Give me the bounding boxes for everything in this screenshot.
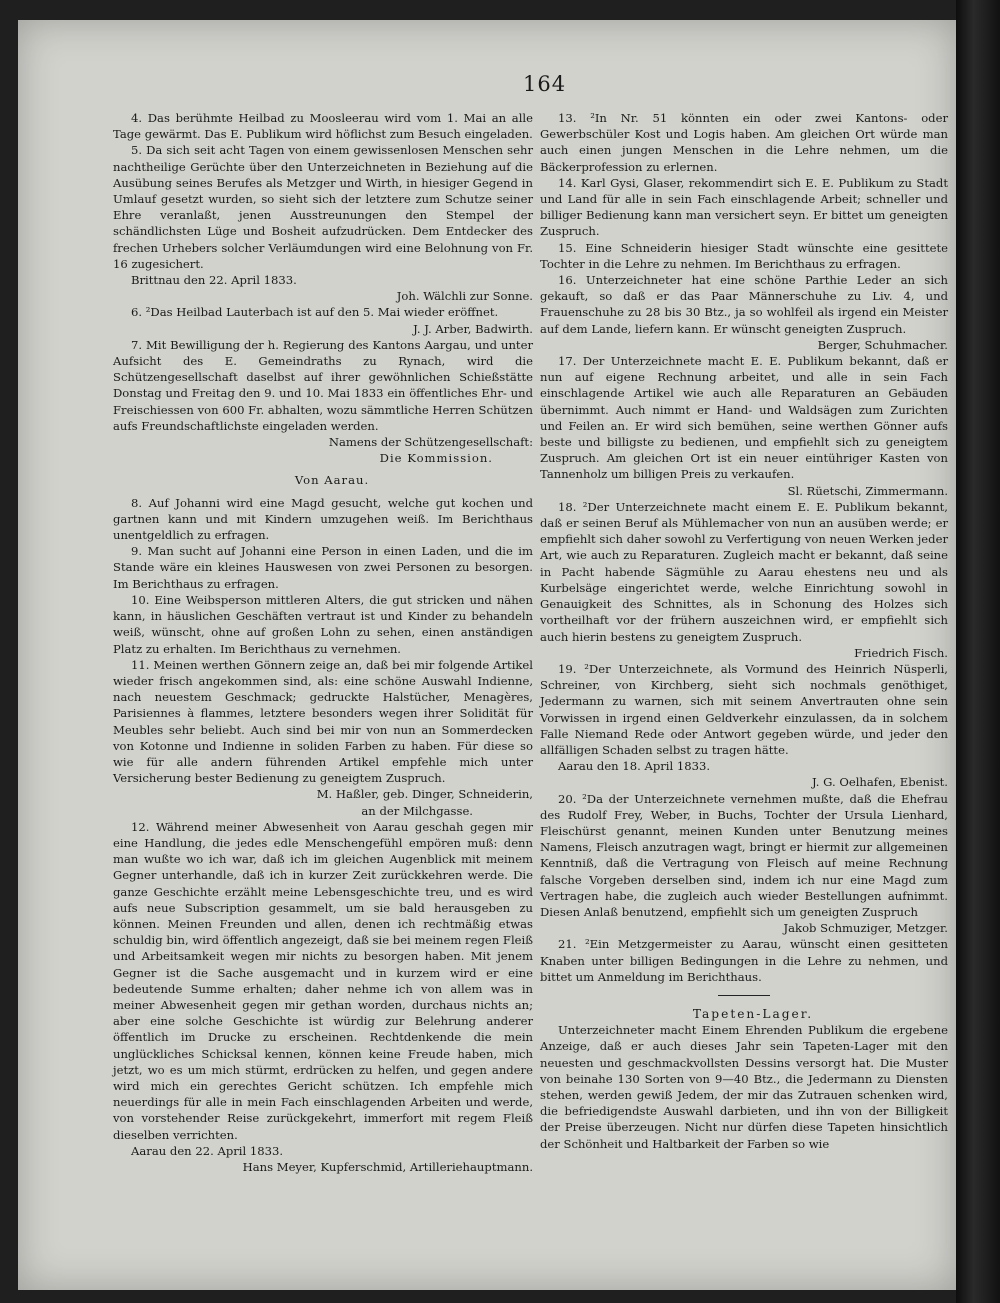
notice-11-signature-2: an der Milchgasse.: [361, 803, 473, 818]
notice-5: 5. Da sich seit acht Tagen von einem gewissenlosen Menschen sehr nachtheilige Gerüchte über den Unterzeichneten in Beziehung auf die Ausübung seines Berufes als Metzger und Wirth, in hiesiger Gegend in Umlauf gesetzt wurden, so sieht sich der letztere zum Schutze seiner Ehre veranlaßt, jenen Ausstreunungen den Stempel der schändlichsten Lüge und Bosheit aufzudrücken. Dem Entdecker des frechen Urhebers solcher Verläumdungen wird eine Belohnung von Fr. 16 zugesichert.: [113, 143, 533, 271]
book-spine-edge: [956, 0, 1000, 1303]
left-column: [113, 110, 533, 1175]
notice-20: 20. ²Da der Unterzeichnete vernehmen mußte, daß die Ehefrau des Rudolf Frey, Weber, in Buchs, Tochter der Ursula Lienhard, Fleischürst genannt, meinen Kunden unter Benutzung meines Namens, Fleisch anzutragen wagt, bringt er hiermit zur allgemeinen Kenntniß, daß die Vertragung von Fleisch auf meine Rechnung falsche Vorgeben derselben sind, indem ich nur eine Magd zum Vertragen habe, die zugleich auch wieder Bestellungen aufnimmt. Diesen Anlaß benutzend, empfiehlt sich um geneigten Zuspruch: [540, 791, 948, 919]
page-number: 164: [523, 72, 567, 96]
notice-17-signature: Sl. Rüetschi, Zimmermann.: [787, 483, 948, 498]
notice-7: 7. Mit Bewilligung der h. Regierung des Kantons Aargau, und unter Aufsicht des E. Gemeindraths zu Rynach, wird die Schützengesellschaft daselbst auf ihrer gewöhnlichen Schießstätte Donstag und Freitag den 9. und 10. Mai 1833 ein öffentliches Ehr- und Freischiessen von 600 Fr. abhalten, wozu sämmtliche Herren Schützen aufs Freundschaftlichste eingeladen werden.: [113, 337, 533, 433]
notice-10: 10. Eine Weibsperson mittleren Alters, die gut stricken und nähen kann, in häuslichen Geschäften vertraut ist und Kinder zu behandeln weiß, wünscht, ohne auf großen Lohn zu sehen, einen anständigen Platz zu erhalten. Im Berichthaus zu vernehmen.: [113, 592, 533, 656]
notice-14: 14. Karl Gysi, Glaser, rekommendirt sich E. E. Publikum zu Stadt und Land für alle in sein Fach einschlagende Arbeit; schneller und billiger Bedienung kann man versichert seyn. Er bittet um geneigten Zuspruch.: [540, 175, 948, 239]
notice-5-signature: Joh. Wälchli zur Sonne.: [396, 289, 533, 304]
notice-8: 8. Auf Johanni wird eine Magd gesucht, welche gut kochen und gartnen kann und mit Kindern umzugehen weiß. Im Berichthaus unentgeldlich zu erfragen.: [113, 495, 533, 543]
right-column: [540, 110, 948, 1152]
notice-6: 6. ²Das Heilbad Lauterbach ist auf den 5. Mai wieder eröffnet.: [131, 305, 499, 320]
notice-20-signature: Jakob Schmuziger, Metzger.: [783, 921, 948, 936]
notice-11-signature-1: M. Haßler, geb. Dinger, Schneiderin,: [316, 787, 533, 802]
notice-19-date: Aarau den 18. April 1833.: [558, 759, 711, 774]
notice-12-signature: Hans Meyer, Kupferschmid, Artilleriehauptmann.: [242, 1160, 533, 1174]
notice-19-signature: J. G. Oelhafen, Ebenist.: [812, 775, 948, 790]
notice-4: 4. Das berühmte Heilbad zu Moosleerau wird vom 1. Mai an alle Tage gewärmt. Das E. Publikum wird höflichst zum Besuch eingeladen.: [113, 111, 533, 142]
notice-7-signature-1: Namens der Schützengesellschaft:: [328, 435, 533, 450]
notice-11: 11. Meinen werthen Gönnern zeige an, daß bei mir folgende Artikel wieder frisch angekommen sind, als: eine schöne Auswahl Indienne, nach neuestem Geschmack; gedruckte Halstücher, Menagères, Parisiennes à flammes, letztere besonders wegen ihrer Solidität für Meubles sehr beliebt. Auch sind bei mir von nun an Sommerdecken von Kotonne und Indienne in soliden Farben zu haben. Für diese so wie für alle andern führenden Artikel empfehle mich unter Versicherung bester Bedienung zu geneigtem Zuspruch.: [113, 657, 533, 786]
notice-17: 17. Der Unterzeichnete macht E. E. Publikum bekannt, daß er nun auf eigene Rechnung arbeitet, und alle in sein Fach einschlagende Artikel wie auch alle Reparaturen an Gebäuden übernimmt. Auch nimmt er Hand- und Waldsägen zum Zurichten und Feilen an. Er wird sich bemühen, seine werthen Gönner aufs beste und billigste zu bedienen, und empfiehlt sich zu geneigtem Zuspruch. Am gleichen Ort ist ein neuer eintühriger Kasten von Tannenholz um billigen Preis zu verkaufen.: [540, 354, 948, 482]
notice-13: 13. ²In Nr. 51 könnten ein oder zwei Kantons- oder Gewerbschüler Kost und Logis haben. Am gleichen Ort würde man auch einen jungen Menschen in die Lehre nehmen, um die Bäckerprofession zu erlernen.: [540, 111, 948, 174]
section-heading-aarau: Von Aarau.: [294, 473, 370, 488]
notice-12-date: Aarau den 22. April 1833.: [131, 1143, 284, 1158]
notice-16-signature: Berger, Schuhmacher.: [817, 337, 948, 352]
wallpaper-notice: Unterzeichneter macht Einem Ehrenden Publikum die ergebene Anzeige, daß er auch dieses Jahr sein Tapeten-Lager mit den neuesten und geschmackvollsten Dessins versorgt hat. Die Muster von beinahe 130 Sorten von 9—40 Btz., die Jedermann zu Diensten stehen, werden gewiß Jedem, der mir das Zutrauen schenken wird, die befriedigendste Auswahl darbieten, und ihn von der Billigkeit der Preise überzeugen. Nicht nur dürfen diese Tapeten hinsichtlich der Schönheit und Haltbarkeit der Farben so wie: [540, 1023, 948, 1151]
notice-5-date: Brittnau den 22. April 1833.: [131, 273, 297, 288]
notice-16: 16. Unterzeichneter hat eine schöne Parthie Leder an sich gekauft, so daß er das Paar Männerschuhe zu Liv. 4, und Frauenschuhe zu 28 bis 30 Btz., ja so wohlfeil als irgend ein Meister auf dem Lande, liefern kann. Er wünscht geneigten Zuspruch.: [540, 273, 948, 336]
notice-7-signature-2: Die Kommission.: [379, 451, 493, 466]
notice-12: 12. Während meiner Abwesenheit von Aarau geschah gegen mir eine Handlung, die jedes edle Menschengefühl empören muß: denn man wußte wo ich war, daß ich im gleichen Augenblick mit meinem Gegner unterhandle, daß ich in kurzer Zeit zurückkehren werde. Die ganze Geschichte erzählt meine Lebensgeschichte treu, und es wird aufs neue Subscription gesammelt, um sie bald herausgeben zu können. Meinen Freunden und allen, denen ich rechtmäßig etwas schuldig bin, wird öffentlich angezeigt, daß sie bei meinem regen Fleiß und Arbeitsamkeit wegen mir nichts zu besorgen haben. Mit jenem Gegner ist die Sache ausgemacht und in kurzem wird er eine bedeutende Summe erhalten; daher nehme ich von allem was in meiner Abwesenheit gegen mir gethan worden, durchaus nichts an; aber eine solche Geschichte ist würdig zur Belehrung anderer öffentlich im Drucke zu erscheinen. Rechtdenkende die mein unglückliches Schicksal kennen, können keine Freude haben, mich jetzt, wo es um mich stürmt, erdrücken zu helfen, und gegen andere wird mich ein gerechtes Gericht schützen. Ich empfehle mich neuerdings für alle in mein Fach einschlagenden Arbeiten und werde, von vorstehender Reise zurückgekehrt, immerfort mit regem Fleiß dieselben verrichten.: [113, 819, 533, 1142]
notice-18: 18. ²Der Unterzeichnete macht einem E. E. Publikum bekannt, daß er seinen Beruf als Mühlemacher von nun an ausüben werde; er empfiehlt sich daher sowohl zu Verfertigung von neuen Werken jeder Art, wie auch zu Reparaturen. Zugleich macht er bekannt, daß seine in Pacht habende Sägmühle zu Aarau ehestens neu und als Kurbelsäge eingerichtet werde, welche Einrichtung sowohl in Genauigkeit des Schnittes, als in Schonung des Holzes sich vortheilhaft vor der frühern auszeichnen wird, er empfiehlt sich auch hierin bestens zu geneigtem Zuspruch.: [540, 499, 948, 644]
newspaper-page: [18, 20, 956, 1290]
section-divider: [718, 995, 770, 996]
notice-6-signature: J. J. Arber, Badwirth.: [413, 321, 533, 336]
notice-9: 9. Man sucht auf Johanni eine Person in einen Laden, und die im Stande wäre ein kleines Hauswesen von zwei Personen zu besorgen. Im Berichthaus zu erfragen.: [113, 544, 533, 591]
notice-19: 19. ²Der Unterzeichnete, als Vormund des Heinrich Nüsperli, Schreiner, von Kirchberg, sieht sich nochmals genöthiget, Jedermann zu warnen, sich mit seinem Anvertrauten ohne sein Vorwissen in irgend einen Geldverkehr einzulassen, da in solchem Falle Niemand Rede oder Antwort gegeben würde, und jeder den allfälligen Schaden selbst zu tragen hätte.: [540, 661, 948, 757]
notice-21: 21. ²Ein Metzgermeister zu Aarau, wünscht einen gesitteten Knaben unter billigen Bedingungen in die Lehre zu nehmen, und bittet um Anmeldung im Berichthaus.: [540, 937, 948, 984]
notice-18-signature: Friedrich Fisch.: [854, 645, 948, 660]
wallpaper-heading: Tapeten-Lager.: [692, 1006, 814, 1021]
notice-15: 15. Eine Schneiderin hiesiger Stadt wünschte eine gesittete Tochter in die Lehre zu nehmen. Im Berichthaus zu erfragen.: [540, 240, 948, 271]
